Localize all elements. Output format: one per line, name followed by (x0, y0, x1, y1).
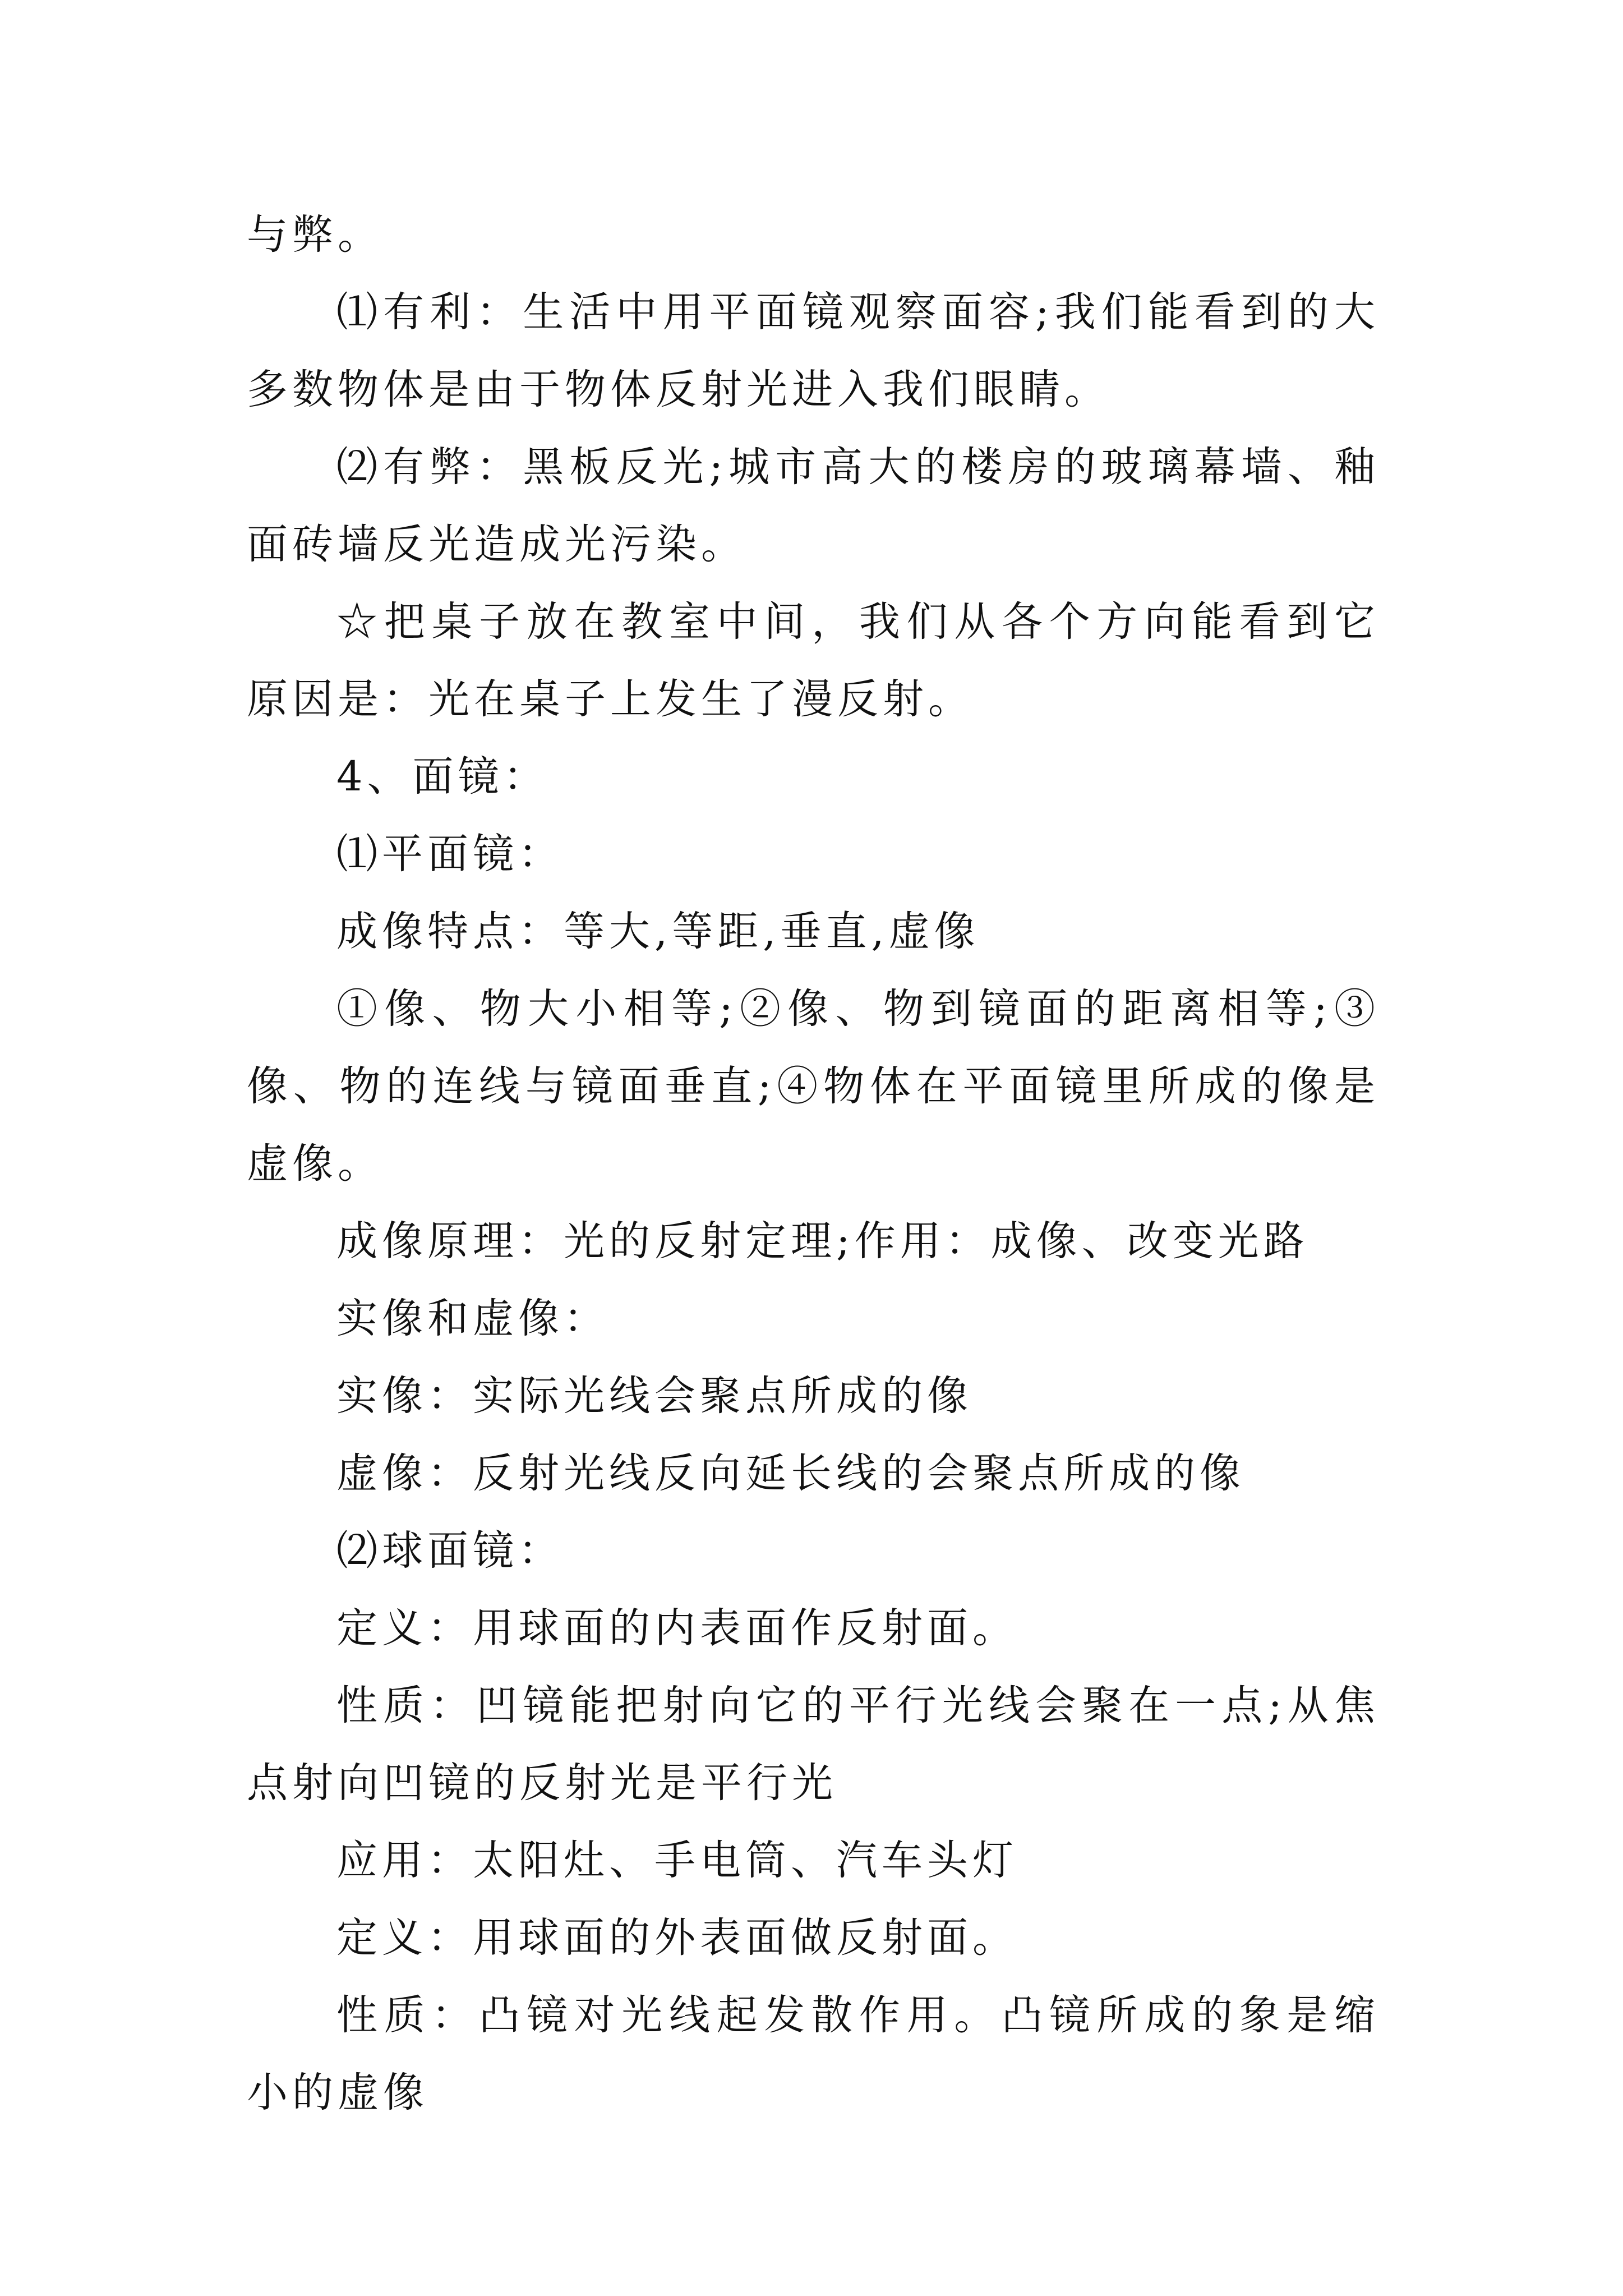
subsection-heading-spherical-mirror: ⑵球面镜： (336, 1527, 564, 1575)
paragraph-imaging-rules: ①像、物大小相等;②像、物到镜面的距离相等;③像、物的连线与镜面垂直;④物体在平面镜里所成的像是虚像。 (247, 985, 1380, 1188)
paragraph-concave-property: 性质：凹镜能把射向它的平行光线会聚在一点;从焦点射向凹镜的反射光是平行光 (247, 1682, 1380, 1807)
paragraph-diffuse-reflection: ☆把桌子放在教室中间，我们从各个方向能看到它原因是：光在桌子上发生了漫反射。 (247, 598, 1380, 723)
paragraph-virtual-image: 虚像：反射光线反向延长线的会聚点所成的像 (336, 1450, 1245, 1497)
paragraph-continuation: 与弊。 (247, 211, 383, 259)
section-heading-mirrors: 4、面镜： (336, 753, 549, 800)
paragraph-convex-property: 性质：凸镜对光线起发散作用。凸镜所成的象是缩小的虚像 (247, 1991, 1380, 2116)
paragraph-concave-definition: 定义：用球面的内表面作反射面。 (336, 1604, 1018, 1652)
paragraph-imaging-principle: 成像原理：光的反射定理;作用：成像、改变光路 (336, 1217, 1309, 1265)
paragraph-real-image: 实像：实际光线会聚点所成的像 (336, 1372, 972, 1420)
paragraph-imaging-features: 成像特点：等大,等距,垂直,虚像 (336, 908, 980, 955)
paragraph-advantage: ⑴有利：生活中用平面镜观察面容;我们能看到的大多数物体是由于物体反射光进入我们眼睛。 (247, 288, 1380, 413)
paragraph-concave-application: 应用：太阳灶、手电筒、汽车头灯 (336, 1837, 1018, 1884)
document-body (247, 196, 1380, 2132)
paragraph-convex-definition: 定义：用球面的外表面做反射面。 (336, 1914, 1018, 1962)
paragraph-real-virtual-heading: 实像和虚像： (336, 1295, 609, 1342)
subsection-heading-plane-mirror: ⑴平面镜： (336, 830, 564, 878)
paragraph-disadvantage: ⑵有弊：黑板反光;城市高大的楼房的玻璃幕墙、釉面砖墙反光造成光污染。 (247, 443, 1380, 568)
